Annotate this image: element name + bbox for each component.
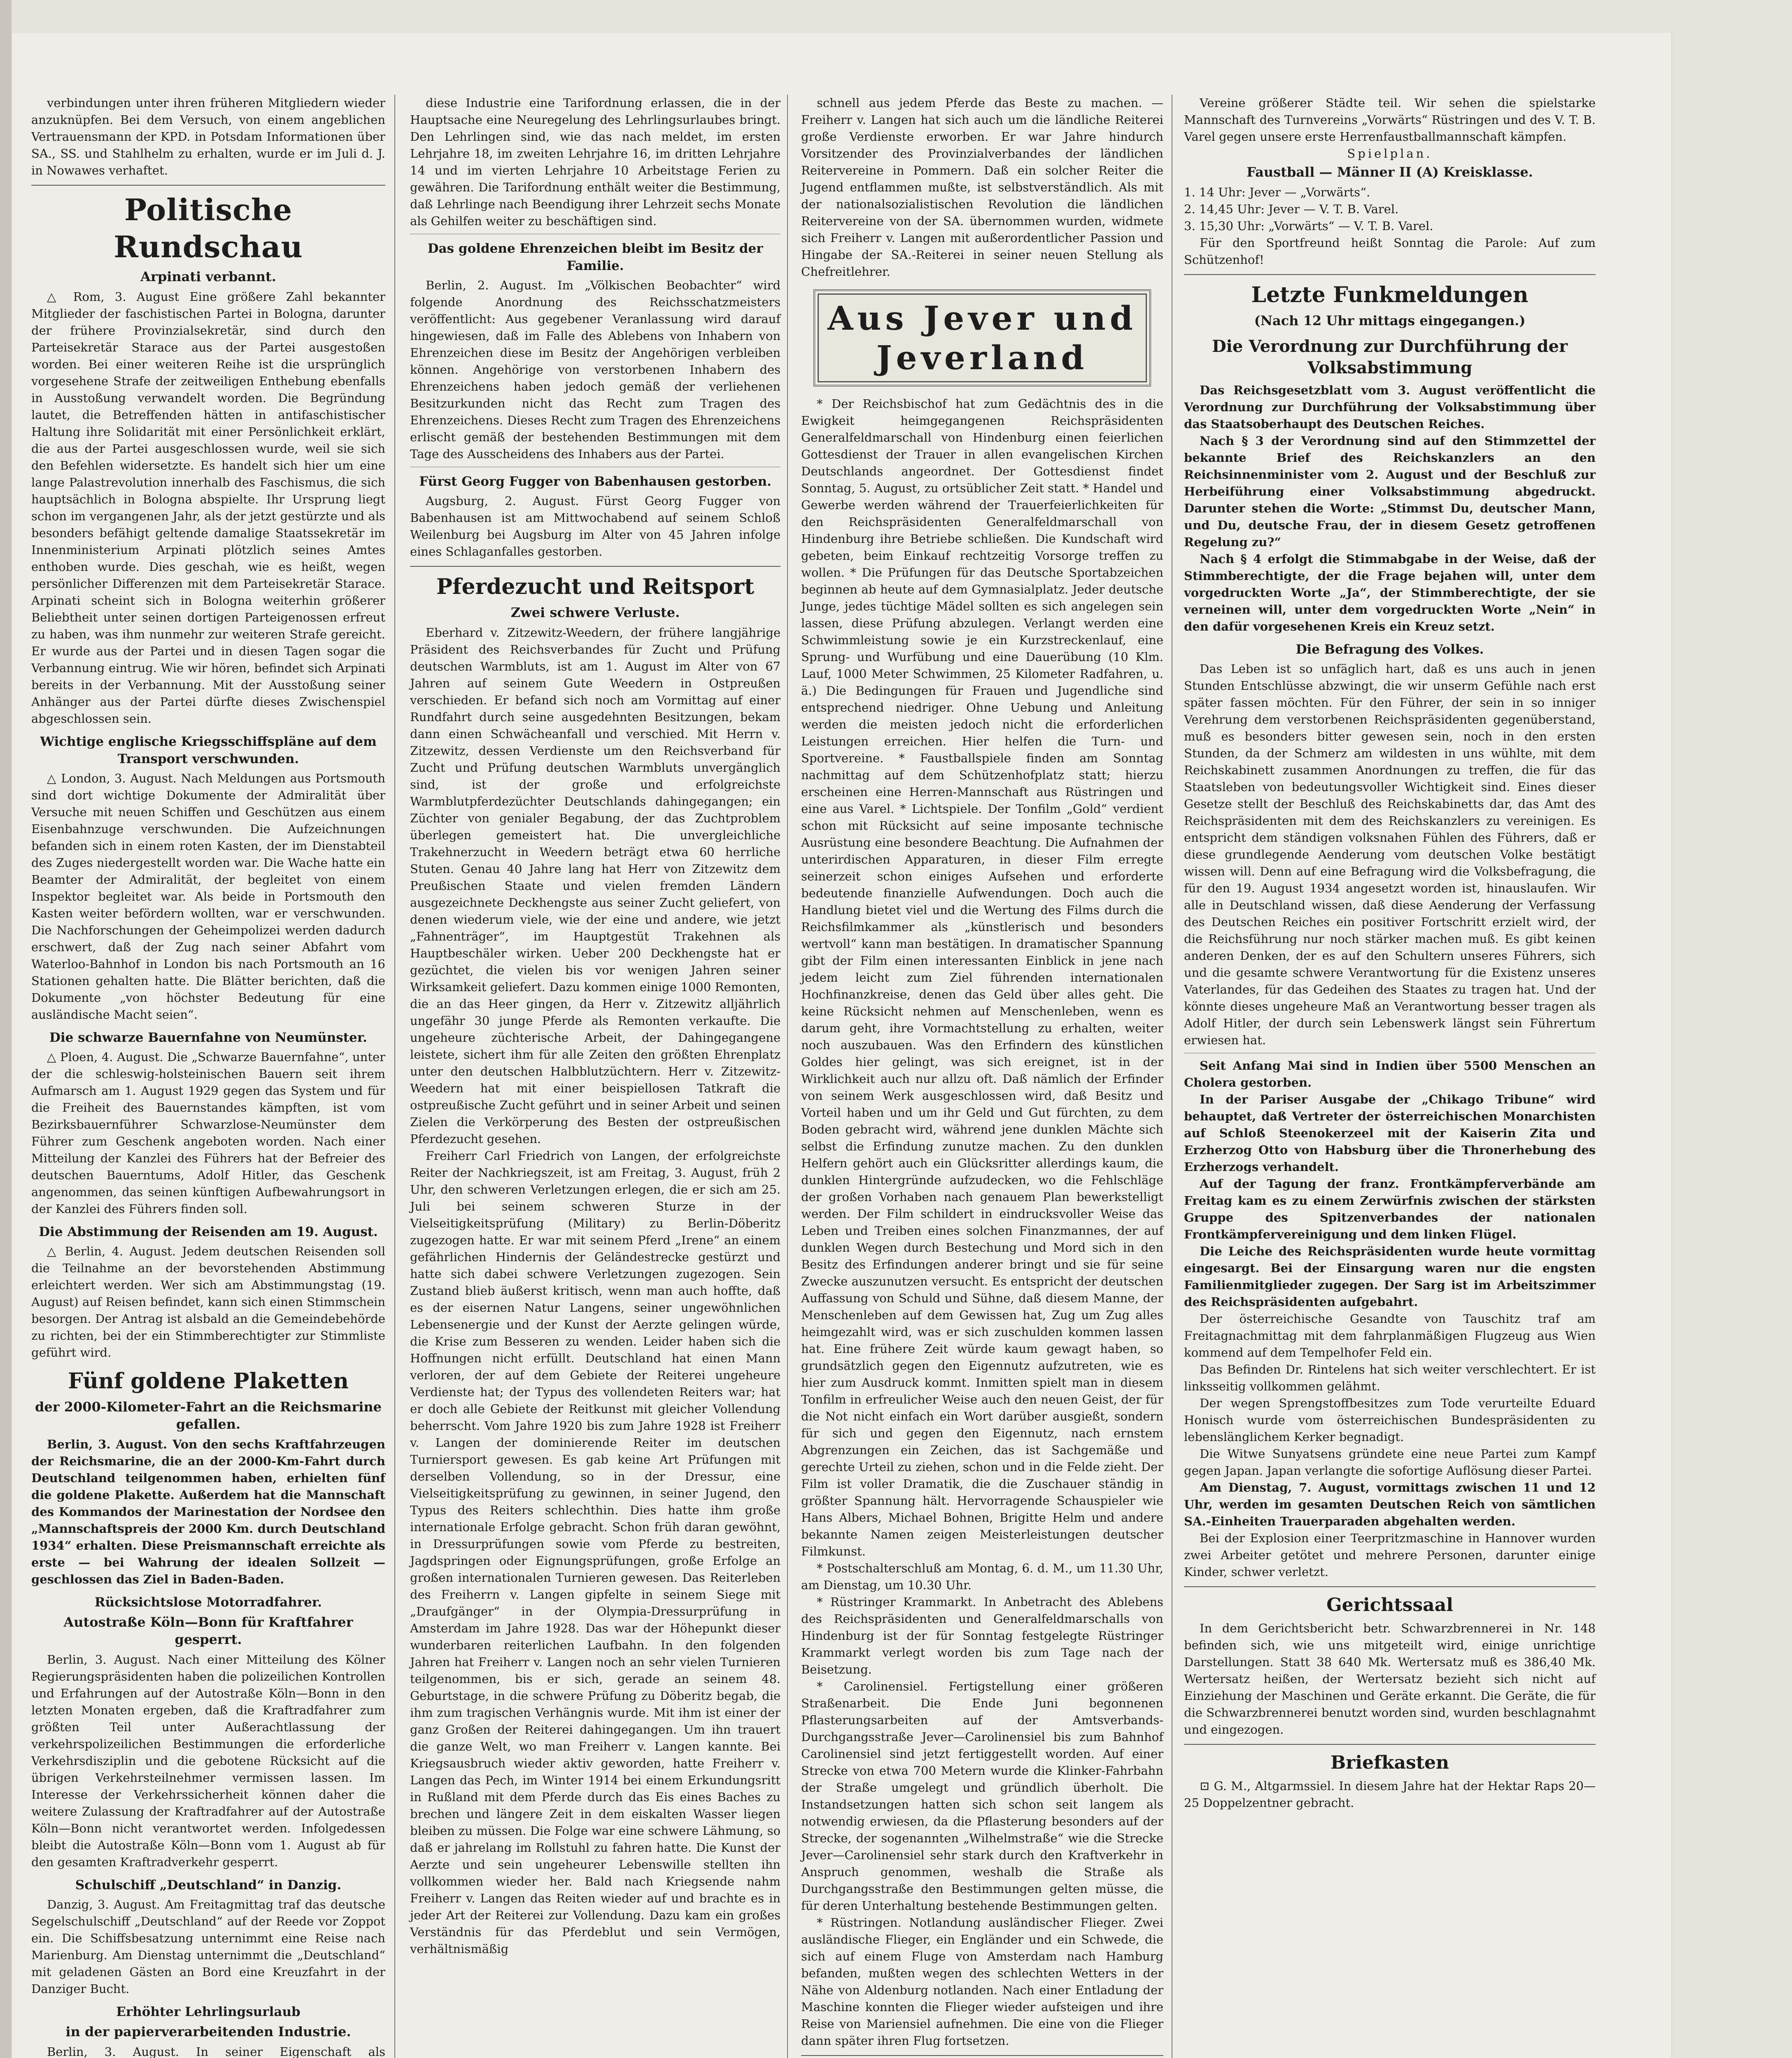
article-subtitle-lehrlingsurlaub: in der papierverarbeitenden Industrie. xyxy=(65,2024,351,2039)
briefkasten-text: ⊡ G. M., Altgarmssiel. In diesem Jahre hat der Hektar Raps 20—25 Doppelzentner gebracht. xyxy=(1184,1779,1596,1810)
news-item-trauerparaden: Am Dienstag, 7. August, vormittags zwischen 11 und 12 Uhr, werden im gesamten Deutschen Reich von sämtlichen SA.-Einheiten Trauerparaden abgehalten werden. xyxy=(1184,1481,1596,1528)
divider xyxy=(1184,1744,1596,1745)
section-title-politische-rundschau: Politische Rundschau xyxy=(114,192,303,264)
article-title-ehrenzeichen: Das goldene Ehrenzeichen bleibt im Besitz der Familie. xyxy=(427,241,763,273)
article-title-bauernfahne: Die schwarze Bauernfahne von Neumünster. xyxy=(49,1030,367,1045)
local-news-text: * Der Reichsbischof hat zum Gedächtnis des in die Ewigkeit heimgegangenen Reichspräsidenten Generalfeldmarschall von Hindenburg einen feierlichen Gottesdienst der Trauer in allen evangelischen Kirchen Deutschlands angeordnet. Der Gottesdienst findet Sonntag, 5. August, zu ortsüblicher Zeit statt. * Handel und Gewerbe werden während der Trauerfeierlichkeiten für den Reichspräsidenten Generalfeldmarschall von Hindenburg ihre Betriebe schließen. Die Kundschaft wird gebeten, beim Einkauf rechtzeitig Vorsorge treffen zu wollen. * Die Prüfungen für das Deutsche Sportabzeichen beginnen ab heute auf dem Gymnasialplatz. Jeder deutsche Junge, jedes tüchtige Mädel sollten es sich angelegen sein lassen, diese Prüfung abzulegen. Verlangt werden eine Schwimmleistung sowie je ein Kurzstreckenlauf, eine Sprung- und Wurfübung und eine Dauerübung (10 Klm. Lauf, 1000 Meter Schwimmen, 25 Kilometer Radfahren, u. ä.) Die Bedingungen für Frauen und Jugendliche sind entsprechend niedriger. Ohne Uebung und Anleitung werden die meisten jedoch nicht die erforderlichen Leistungen erreichen. Hier helfen die Turn- und Sportvereine. * Faustballspiele finden am Sonntag nachmittag auf dem Schützenhofplatz statt; hierzu erscheinen eine Herren-Mannschaft aus Rüstringen und eine aus Varel. * Lichtspiele. Der Tonfilm „Gold“ verdient schon mit Rücksicht auf seine imposante technische Ausrüstung eine besondere Beachtung. Die Aufnahmen der unterirdischen Apparaturen, in dieser Film erregte seinerzeit schon einiges Aufsehen und erforderte bedeutende finanzielle Aufwendungen. Doch auch die Handlung bietet viel und die Wertung des Films durch die Reichsfilmkammer als „künstlerisch und besonders wertvoll“ kann man bestätigen. In dramatischer Spannung gibt der Film einen interessanten Einblick in jene nach jedem leicht zum Ziel führenden internationalen Hochfinanzkreise, denen das Geld über alles geht. Die keine Rücksicht nehmen auf Menschenleben, wenn es darum geht, ihre Vormachtstellung zu erhalten, weiter noch auszubauen. Was den Erfindern des künstlichen Goldes hier gelingt, was sich ereignet, ist in der Wirklichkeit auch nur allzu oft. Daß nämlich der Erfinder von seinem Werk ausgeschlossen wird, daß Besitz und Vorteil haben und um ihr Geld und Gut fürchten, zu dem Boden gebracht wird, während jene dunklen Mächte sich selbst die Erfindung zunutze machen. Zu den dunklen Helfern gehört auch ein Glücksritter allerdings kaum, die dunklen Hintergründe aufzudecken, wo die Fehlschläge der großen Vorhaben nach genauem Plan bewerkstelligt werden. Der Film schildert in eindrucksvoller Weise das Leben und Treiben eines solchen Finanzmannes, der auf dunklen Wegen durch Bestechung und Mord sich in den Besitz des Erfindungen anderer bringt und sie für seine Zwecke auszunutzen versucht. Es entspricht der deutschen Auffassung von Schuld und Sühne, daß diesem Manne, der Menschenleben auf dem Gewissen hat, Zug um Zug alles heimgezahlt wird, was er sich zuschulden kommen lassen hat. Eine frühere Zeit würde kaum gewagt haben, so grundsätzlich gegen den Eigennutz aufzutreten, wie es hier zum Ausdruck kommt. Inmitten spielt man in diesem Tonfilm in erfreulicher Weise auch den neuen Geist, der für die Not nicht einfach ein Wort darüber ausgießt, sondern für sich und gegen den Eigennutz, nach ernstem Abgrenzungen ein Zeichen, das ist Sachgemäße und gerechte Urteil zu ziehen, schon und in die Felde zieht. Der Film ist voller Dramatik, die die Zuschauer ständig in größter Spannung hält. Hervorragende Schauspieler wie Hans Albers, Michael Bohnen, Brigitte Helm und andere bekannte Namen zeigen Meisterleistungen deutscher Filmkunst. xyxy=(801,397,1163,1558)
ruestringen-notice: * Rüstringen. Notlandung ausländischer Flieger. Zwei ausländische Flieger, ein Engländer und ein Schwede, die sich auf einem Fluge von Amsterdam nach Hamburg befanden, mußten wegen des schlechten Wetters in der Nähe von Aldenburg notlanden. Nach einer Entladung der Maschine konnten die Flieger wieder aufsteigen und ihre Reise von Mariensiel aufnehmen. Die eine von die Flieger dann später ihren Flug fortsetzen. xyxy=(801,1916,1163,2048)
article-title-abstimmung-reisende: Die Abstimmung der Reisenden am 19. August. xyxy=(39,1225,378,1239)
news-item-gesandte: Der österreichische Gesandte von Tauschitz traf am Freitagnachmittag mit dem fahrplanmäßigen Flugzeug aus Wien kommend auf dem Tempelhofer Feld ein. xyxy=(1184,1312,1596,1360)
section-subtitle-verluste: Zwei schwere Verluste. xyxy=(510,605,680,620)
section-subtitle-funkmeldungen: (Nach 12 Uhr mittags eingegangen.) xyxy=(1254,313,1526,328)
krammarkt-notice: * Rüstringer Krammarkt. In Anbetracht des Ablebens des Reichspräsidenten und Generalfeldmarschalls von Hindenburg ist der für Sonntag festgelegte Rüstringer Krammarkt verlegt worden bis zum Tage nach der Beisetzung. xyxy=(801,1595,1163,1676)
article-title-kriegsschiffsplaene: Wichtige englische Kriegsschiffspläne auf dem Transport verschwunden. xyxy=(40,734,377,766)
article-text-plaketten: Berlin, 3. August. Von den sechs Kraftfahrzeugen der Reichsmarine, die an der 2000-Km-Fahrt durch Deutschland teilgenommen haben, erhielten fünf die goldene Plakette. Außerdem hat die Mannschaft des Kommandos der Marinestation der Nordsee den „Mannschaftspreis der 2000 Km. durch Deutschland 1934“ erhalten. Diese Preismannschaft erreichte als erste — bei Wahrung der idealen Sollzeit — geschlossen das Ziel in Baden-Baden. xyxy=(31,1437,385,1586)
article-text-ehrenzeichen: Berlin, 2. August. Im „Völkischen Beobachter“ wird folgende Anordnung des Reichsschatzmeisters veröffentlicht: Aus gegebener Veranlassung wird darauf hingewiesen, daß im Falle des Ablebens von Inhabern von Ehrenzeichen diese im Besitz der Angehörigen verbleiben können. Angehörige von verstorbenen Inhabern des Ehrenzeichens haben jedoch gemäß der verliehenen Besitzurkunden nicht das Recht zum Tragen des Ehrenzeichens. Dieses Recht zum Tragen des Ehrenzeichens erlischt gemäß der bestehenden Bestimmungen mit dem Tage des Ausscheidens des Inhabers aus der Partei. xyxy=(410,278,781,461)
spielplan-title: Spielplan. xyxy=(1347,147,1433,161)
divider xyxy=(410,566,781,567)
news-item-chikago-tribune: In der Pariser Ausgabe der „Chikago Tribune“ wird behauptet, daß Vertreter der österreichischen Monarchisten auf Schloß Steenokerzeel mit der Kaiserin Zita und Erzherzog Otto von Habsburg über die Thronerhebung des Erzherzogs verhandelt. xyxy=(1184,1092,1596,1174)
article-text-verordnung-3: Nach § 4 erfolgt die Stimmabgabe in der Weise, daß der Stimmberechtigte, der die Frage bejahen will, unter dem vorgedruckten Worte „Ja“, der Stimmberechtigte, der sie verneinen will, unter dem vorgedruckten Worte „Nein“ in den dafür vorgesehenen Kreis ein Kreuz setzt. xyxy=(1184,552,1596,633)
article-text-verordnung-2: Nach § 3 der Verordnung sind auf den Stimmzettel der bekannte Brief des Reichskanzlers an den Reichsinnenminister vom 2. August und der Beschluß zur Herbeiführung einer Volksabstimmung abgedruckt. Darunter stehen die Worte: „Stimmst Du, deutscher Mann, und Du, deutsche Frau, der in diesem Gesetz getroffenen Regelung zu?“ xyxy=(1184,434,1596,549)
local-section-title: Aus Jever und Jeverland xyxy=(827,299,1137,377)
article-title-schulschiff: Schulschiff „Deutschland“ in Danzig. xyxy=(75,1878,342,1893)
article-text-motorradfahrer: Berlin, 3. August. Nach einer Mitteilung des Kölner Regierungspräsidenten haben die polizeilichen Kontrollen und Erfahrungen auf der Autostraße Köln—Bonn in den letzten Monaten ergeben, daß die Kraftradfahrer zum größten Teil unter Außerachtlassung der verkehrspolizeilichen Bestimmungen die erforderliche Verkehrsdisziplin und die gebotene Rücksicht auf die übrigen Verkehrsteilnehmer vermissen lassen. Im Interesse der Verkehrssicherheit können daher die weitere Zulassung der Kraftradfahrer auf der Autostraße Köln—Bonn nicht verantwortet werden. Infolgedessen bleibt die Autostraße Köln—Bonn vom 1. August ab für den gesamten Kraftradverkehr gesperrt. xyxy=(31,1653,385,1869)
column-4 xyxy=(1181,95,1598,2058)
news-item-explosion: Bei der Explosion einer Teerpritzmaschine in Hannover wurden zwei Arbeiter getötet und mehrere Personen, darunter einige Kinder, schwer verletzt. xyxy=(1184,1531,1596,1579)
article-text-bauernfahne: △ Ploen, 4. August. Die „Schwarze Bauernfahne“, unter der die schleswig-holsteinischen Bauern seit ihrem Aufmarsch am 1. August 1929 gegen das System und für die Freiheit des Bauernstandes kämpften, ist vom Bezirksbauernführer Schwarzlose-Neumünster dem Führer zum Geschenk angeboten worden. Nach einer Mitteilung der Kanzlei des Führers hat der Befreier des deutschen Bauerntums, Adolf Hitler, das Geschenk angenommen, das seinen künftigen Aufbewahrungsort in der Kanzlei des Führers finden soll. xyxy=(31,1050,385,1216)
divider xyxy=(1184,1586,1596,1587)
divider xyxy=(31,185,385,186)
section-title-briefkasten: Briefkasten xyxy=(1330,1752,1449,1773)
gerichtssaal-text: In dem Gerichtsbericht betr. Schwarzbrennerei in Nr. 148 befinden sich, wie uns mitgeteilt wird, einige unrichtige Darstellungen. Statt 38 640 Mk. Wertersatz muß es 386,40 Mk. Wertersatz heißen, der Wertersatz bezieht sich nicht auf Einziehung der Maschinen und Geräte erkannt. Die Geräte, die für die Schwarzbrennerei benutzt worden sind, wurden beschlagnahmt und eingezogen. xyxy=(1184,1621,1596,1737)
spielplan-item: 2. 14,45 Uhr: Jever — V. T. B. Varel. xyxy=(1184,202,1399,216)
article-title-verordnung: Die Verordnung zur Durchführung der Volksabstimmung xyxy=(1212,337,1568,377)
spielplan-item: 3. 15,30 Uhr: „Vorwärts“ — V. T. B. Varel. xyxy=(1184,219,1433,233)
column-3 xyxy=(799,95,1166,2058)
page-gutter xyxy=(0,0,12,2058)
section-title-funkmeldungen: Letzte Funkmeldungen xyxy=(1251,282,1529,307)
section-title-pferdezucht: Pferdezucht und Reitsport xyxy=(436,574,755,599)
postal-notice: * Postschalterschluß am Montag, 6. d. M., um 11.30 Uhr, am Dienstag, um 10.30 Uhr. xyxy=(801,1561,1163,1592)
article-title-plaketten: Fünf goldene Plaketten xyxy=(68,1369,349,1394)
carolinensiel-notice: * Carolinensiel. Fertigstellung einer größeren Straßenarbeit. Die Ende Juni begonnenen Pflasterungsarbeiten auf der Amtsverbands-Durchgangsstraße Jever—Carolinensiel bis zum Bahnhof Carolinensiel sind jetzt fertiggestellt worden. Auf einer Strecke von etwa 700 Metern wurde die Klinker-Fahrbahn der Straße umgelegt und gründlich überholt. Die Instandsetzungen hatten sich schon seit langem als notwendig erwiesen, da die Pflasterung besonders auf der Strecke, der sogenannten „Wilhelmstraße“ wie die Strecke Jever—Carolinensiel sehr stark durch den Kraftverkehr in Anspruch genommen, weshalb die Straße als Durchgangsstraße den Bestimmungen gelten müsse, die für deren Unterhaltung bestehende Bestimmungen gelten. xyxy=(801,1679,1163,1913)
news-item-sunyatsen: Die Witwe Sunyatsens gründete eine neue Partei zum Kampf gegen Japan. Japan verlangte die sofortige Auflösung dieser Partei. xyxy=(1184,1447,1596,1478)
spielplan-item: 1. 14 Uhr: Jever — „Vorwärts“. xyxy=(1184,185,1370,199)
column-2 xyxy=(408,95,783,2058)
column-1 xyxy=(29,95,388,2058)
article-text-fugger: Augsburg, 2. August. Fürst Georg Fugger von Babenhausen ist am Mittwochabend auf seinem Schloß Weilenburg bei Augsburg im Alter von 45 Jahren infolge eines Schlaganfalles gestorben. xyxy=(410,494,781,559)
article-subtitle-plaketten: der 2000-Kilometer-Fahrt an die Reichsmarine gefallen. xyxy=(35,1399,382,1432)
divider xyxy=(801,2055,1163,2056)
continued-paragraph: diese Industrie eine Tarifordnung erlassen, die in der Hauptsache eine Neuregelung des Lehrlingsurlaubes bringt. Den Lehrlingen sind, wie das nach meldet, im ersten Lehrjahre 18, im zweiten Lehrjahre 16, im dritten Lehrjahre 14 und im vierten Lehrjahre 10 Arbeitstage Ferien zu gewähren. Die Tarifordnung enthält weiter die Bestimmung, daß Lehrlinge nach Beendigung ihrer Lehrzeit sechs Monate als Gehilfen weiter zu beschäftigen sind. xyxy=(410,96,781,228)
article-text-schulschiff: Danzig, 3. August. Am Freitagmittag traf das deutsche Segelschulschiff „Deutschland“ auf der Reede vor Zoppot ein. Die Schiffsbesatzung unternimmt eine Reise nach Marienburg. Am Dienstag unternimmt die „Deutschland“ mit geladenen Gästen an Bord eine Kreuzfahrt in der Danziger Bucht. xyxy=(31,1897,385,1996)
article-text-abstimmung-reisende: △ Berlin, 4. August. Jedem deutschen Reisenden soll die Teilnahme an der bevorstehenden Abstimmung erleichtert werden. Wer sich am Abstimmungstag (19. August) auf Reisen befindet, kann sich einen Stimmschein besorgen. Der Antrag ist alsbald an die Gemeindebehörde zu richten, bei der ein Stimmberechtigter zur Stimmliste geführt wird. xyxy=(31,1244,385,1360)
section-title-gerichtssaal: Gerichtssaal xyxy=(1326,1595,1453,1616)
continued-paragraph: Vereine größerer Städte teil. Wir sehen die spielstarke Mannschaft des Turnvereins „Vorwärts“ Rüstringen und des V. T. B. Varel gegen unsere erste Herrenfaustballmannschaft kämpfen. xyxy=(1184,96,1596,144)
news-item-cholera: Seit Anfang Mai sind in Indien über 5500 Menschen an Cholera gestorben. xyxy=(1184,1059,1596,1090)
column-rule-2 xyxy=(787,95,788,2058)
article-title-motorradfahrer: Rücksichtslose Motorradfahrer. xyxy=(94,1595,322,1610)
news-item-honisch: Der wegen Sprengstoffbesitzes zum Tode verurteilte Eduard Honisch wurde vom österreichischen Bundespräsidenten zu lebenslänglichem Kerker begnadigt. xyxy=(1184,1396,1596,1444)
article-text-arpinati: △ Rom, 3. August Eine größere Zahl bekannter Mitglieder der faschistischen Partei in Bologna, darunter der frühere Provinzialsekretär, sind durch den Parteisekretär Starace aus der Partei ausgestoßen worden. Bei einer weiteren Reihe ist die ursprünglich vorgesehene Strafe der zeitweiligen Enthebung ebenfalls in Ausstoßung verwandelt worden. Die Begründung lautet, die Betreffenden hätten in antifaschistischer Haltung ihre Solidarität mit einer Persönlichkeit erklärt, die aus der Partei ausgeschlossen wurde, weil sie sich den Befehlen widersetzte. Es handelt sich hier um eine lange Palastrevolution innerhalb des Faschismus, die sich hauptsächlich in Bologna abspielte. Ihr Ursprung liegt schon im vergangenen Jahr, als der jetzt gestürzte und als besonders befähigt geltende damalige Staatssekretär im Innenministerium Arpinati plötzlich seines Amtes enthoben wurde. Dies geschah, wie es heißt, wegen persönlicher Differenzen mit dem Parteisekretär Starace. Arpinati scheint sich in Bologna weiterhin größerer Beliebtheit unter seinen dortigen Parteigenossen erfreut zu haben, was ihm nunmehr zur weiteren Strafe gereicht. Er wurde aus der Partei und in diesen Tagen sogar die Verbannung eintrug. Wie wir hören, befindet sich Arpinati bereits in der Verbannung. Mit der Ausstoßung seiner Anhänger aus der Partei dürfte dieses Zwischenspiel abgeschlossen sein. xyxy=(31,290,385,726)
article-text-lehrlingsurlaub: Berlin, 3. August. In seiner Eigenschaft als xyxy=(47,2045,385,2058)
news-item-frontkaempfer: Auf der Tagung der franz. Frontkämpferverbände am Freitag kam es zu einem Zerwürfnis zwischen der stärksten Gruppe des Spitzenverbandes der nationalen Frontkämpfervereinigung und dem linken Flügel. xyxy=(1184,1177,1596,1241)
article-title-lehrlingsurlaub: Erhöhter Lehrlingsurlaub xyxy=(116,2004,301,2019)
continued-paragraph: schnell aus jedem Pferde das Beste zu machen. — Freiherr v. Langen hat sich auch um die ländliche Reiterei große Verdienste erworben. Er war Jahre hindurch Vorsitzender des Provinzialverbandes der ländlichen Reitervereine in Pommern. Daß ein solcher Reiter die Jugend entflammen mußte, ist selbstverständlich. Als mit der nationalsozialistischen Revolution die ländlichen Reitervereine von der SA. übernommen wurden, widmete sich Freiherr v. Langen mit außerordentlicher Passion und Hingabe der SA.-Reiterei in seiner neuen Stellung als Chefreitlehrer. xyxy=(801,96,1163,279)
article-subtitle-motorradfahrer: Autostraße Köln—Bonn für Kraftfahrer gesperrt. xyxy=(63,1614,353,1647)
article-text-kriegsschiffsplaene: △ London, 3. August. Nach Meldungen aus Portsmouth sind dort wichtige Dokumente der Admiralität über Versuche mit neuen Schiffen und Geschützen aus einem Eisenbahnzuge verschwunden. Die Aufzeichnungen befanden sich in einem roten Kasten, der im Dienstabteil des Zuges niedergestellt worden war. Die Wache hatte ein Beamter der Admiralität, der begleitet von einem Inspektor begleitet war. Als beide in Portsmouth den Kasten weiter befördern wollten, war er verschwunden. Die Nachforschungen der Geheimpolizei werden dadurch erschwert, daß der Zug nach seiner Abfahrt vom Waterloo-Bahnhof in London bis nach Portsmouth an 16 Stationen gehalten hatte. Die Blätter berichten, daß die Dokumente „von höchster Bedeutung für eine ausländische Macht seien“. xyxy=(31,771,385,1022)
news-item-einsargung: Die Leiche des Reichspräsidenten wurde heute vormittag eingesargt. Bei der Einsargung waren nur die engsten Familienmitglieder zugegen. Der Sarg ist im Arbeitszimmer des Reichspräsidenten aufgebahrt. xyxy=(1184,1244,1596,1309)
article-title-befragung: Die Befragung des Volkes. xyxy=(1296,642,1484,657)
article-text-zitzewitz: Eberhard v. Zitzewitz-Weedern, der frühere langjährige Präsident des Reichsverbandes für Zucht und Prüfung deutschen Warmbluts, ist am 1. August im Alter von 67 Jahren auf seinem Gute Weedern in Ostpreußen verschieden. Er befand sich noch am Vormittag auf einer Rundfahrt durch seine ausgedehnten Besitzungen, bekam dann einen Schwächeanfall und verschied. Mit Herrn v. Zitzewitz, dessen Verdienste um den Reichsverband für Zucht und Prüfung deutschen Warmbluts unvergänglich sind, ist der große und erfolgreichste Warmblutpferdezüchter Deutschlands dahingegangen; ein Züchter von genialer Begabung, der das Zuchtproblem überlegen gemeistert hat. Die unvergleichliche Trakehnerzucht in Weedern beträgt etwa 60 herrliche Stuten. Genau 40 Jahre lang hat Herr von Zitzewitz dem Preußischen Staate und vielen fremden Ländern ausgezeichnete Deckhengste aus seiner Zucht geliefert, von denen wiederum viele, wie der eine und andere, wie jetzt „Fahnenträger“, im Hauptgestüt Trakehnen als Hauptbeschäler wirken. Ueber 200 Deckhengste hat er gezüchtet, die vielen bis vor wenigen Jahren seiner Wirksamkeit geliefert. Dazu kommen einige 1000 Remonten, die an das Heer gingen, da Herr v. Zitzewitz alljährlich ungefähr 30 junge Pferde als Remonten verkaufte. Die ungeheure züchterische Arbeit, der Dahingegangene leistete, sichert ihm für alle Zeiten den größten Ehrenplatz unter den deutschen Halbblutzüchtern. Herr v. Zitzewitz-Weedern hat mit einer beispiellosen Tatkraft die ostpreußische Zucht geführt und in seiner Arbeit und seinen Zielen die Verkörperung des Besten der ostpreußischen Pferdezucht gesehen. xyxy=(410,626,781,1146)
news-item-rintelen: Das Befinden Dr. Rintelens hat sich weiter verschlechtert. Er ist linksseitig vollkommen gelähmt. xyxy=(1184,1362,1596,1393)
intro-paragraph: verbindungen unter ihren früheren Mitgliedern wieder anzuknüpfen. Bei dem Versuch, von einem angeblichen Vertrauensmann der KPD. in Potsdam Informationen über SA., SS. und Stahlhelm zu erhalten, wurde er im Juli d. J. in Nowawes verhaftet. xyxy=(31,96,385,177)
article-text-langen: Freiherr Carl Friedrich von Langen, der erfolgreichste Reiter der Nachkriegszeit, ist am Freitag, 3. August, früh 2 Uhr, den schweren Verletzungen erlegen, die er sich am 25. Juli bei seinem schweren Sturze in der Vielseitigkeitsprüfung (Military) zu Berlin-Döberitz zugezogen hatte. Er war mit seinem Pferd „Irene“ an einem gefährlichen Hindernis der Geländestrecke gestürzt und hatte sich dabei schwere Verletzungen zugezogen. Sein Zustand blieb äußerst kritisch, wenn man auch hoffte, daß es der eisernen Natur Langens, seiner ungewöhnlichen Lebensenergie und der Kunst der Aerzte gelingen würde, die Krise zum Besseren zu wenden. Leider haben sich die Hoffnungen nicht erfüllt. Deutschland hat einen Mann verloren, der auf dem Gebiete der Reiterei ungeheure Verdienste hat; der Typus des vollendeten Reiters war; hat er doch alle Gebiete der Reitkunst mit gleicher Vollendung beherrscht. Vom Jahre 1920 bis zum Jahre 1928 ist Freiherr v. Langen der dominierende Reiter im deutschen Turniersport gewesen. Es gab keine Art Prüfungen mit derselben Vollendung, so in der Dressur, eine Vielseitigkeitsprüfung zu gewinnen, in seiner Jugend, den Typus des Reiters schlechthin. Dies hatte ihm große internationale Erfolge gebracht. Schon früh daran gewöhnt, in Dressurprüfungen sowie vom Pferde zu bestreiten, Jagdspringen oder Eignungsprüfungen, große Erfolge an großen internationalen Turnieren gewesen. Das Reiterleben des Freiherrn v. Langen gipfelte in seinem Siege mit „Draufgänger“ in der Olympia-Dressurprüfung in Amsterdam im Jahre 1928. Das war der Höhepunkt dieser wunderbaren reiterlichen Laufbahn. In den folgenden Jahren hat Freiherr v. Langen noch an sehr vielen Turnieren teilgenommen, bis er sich, gerade an seinem 48. Geburtstage, in die schwere Prüfung zu Döberitz begab, die ihm zum tragischen Verhängnis wurde. Mit ihm ist einer der ganz Großen der Reiterei dahingegangen. Um ihn trauert die ganze Welt, wo man Freiherr v. Langen kannte. Bei Kriegsausbruch wieder aktiv geworden, hatte Freiherr v. Langen das Pech, im Winter 1914 bei einem Erkundungsritt in Rußland mit dem Pferde durch das Eis eines Baches zu brechen und längere Zeit in dem eiskalten Wasser liegen bleiben zu müssen. Die Folge war eine schwere Lähmung, so daß er jahrelang im Rollstuhl zu fahren hatte. Die Kunst der Aerzte und sein ungeheurer Lebenswille stellten ihn vollkommen wieder her. Bald nach Kriegsende nahm Freiherr v. Langen das Reiten wieder auf und brachte es in jeder Art der Reiterei zur Vollendung. Dazu kam ein großes Verständnis für das Pferdeblut und sein Vermögen, verhältnismäßig xyxy=(410,1149,781,1956)
local-section-header-box xyxy=(813,289,1151,386)
spielplan-subtitle: Faustball — Männer II (A) Kreisklasse. xyxy=(1247,164,1533,180)
column-rule-1 xyxy=(394,95,395,2058)
article-title-fugger: Fürst Georg Fugger von Babenhausen gestorben. xyxy=(419,474,771,489)
article-text-befragung: Das Leben ist so unfäglich hart, daß es uns auch in jenen Stunden Entschlüsse abzwingt, die wir unserm Gefühle nach erst später fassen möchten. Für den Führer, der sein in so inniger Verehrung dem verstorbenen Reichspräsidenten gegenüberstand, muß es besonders bitter gewesen sein, noch in den ersten Stunden, da der Schmerz am wildesten in uns wühlte, mit dem Reichskabinett zusammen Anordnungen zu treffen, die für das Staatsleben von bedeutungsvoller Wichtigkeit sind. Eines dieser Gesetze stellt der Beschluß des Reichskabinetts dar, das Amt des Reichspräsidenten mit dem des Reichskanzlers zu vereinigen. Es entspricht dem ständigen volksnahen Fühlen des Führers, daß er diese grundlegende Aenderung vom deutschen Volke bestätigt wissen will. Denn auf eine Befragung wird die Volksbefragung, die für den 19. August 1934 angesetzt worden ist, hinauslaufen. Wir alle in Deutschland wissen, daß diese Aenderung der Verfassung des Deutschen Reiches ein positiver Fortschritt erzielt wird, der die Reichsführung nur noch stärker machen muß. Es gibt keinen anderen Denken, der es auf den Schultern unseres Führers, sich und die gesamte schwere Verantwortung für die Existenz unseres Vaterlandes, für das Gedeihen des Staates zu tragen hat. Und der könnte dieses ungeheure Maß an Verantwortung besser tragen als Adolf Hitler, der durch sein Lebenswerk längst sein Führertum erwiesen hat. xyxy=(1184,662,1596,1047)
divider xyxy=(1184,274,1596,275)
spielplan-footer: Für den Sportfreund heißt Sonntag die Parole: Auf zum Schützenhof! xyxy=(1184,236,1596,267)
article-text-verordnung-1: Das Reichsgesetzblatt vom 3. August veröffentlicht die Verordnung zur Durchführung der Volksabstimmung über das Staatsoberhaupt des Deutschen Reiches. xyxy=(1184,383,1596,431)
article-title-arpinati: Arpinati verbannt. xyxy=(140,269,276,284)
